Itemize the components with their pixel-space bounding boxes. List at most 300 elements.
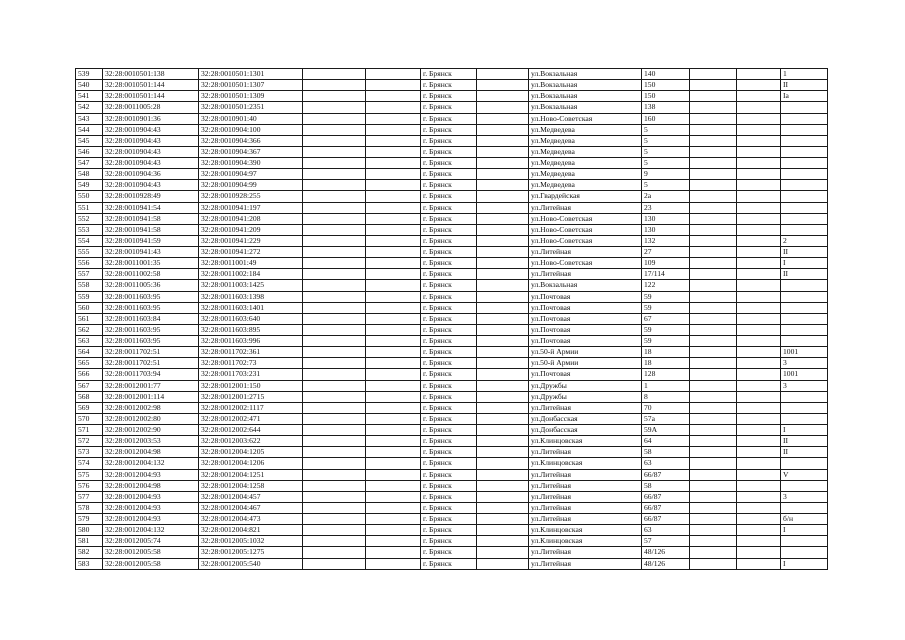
table-row [76, 146, 828, 157]
object-cadastral-number-cell: 32:28:0012003:622 [199, 436, 303, 447]
street-cell: ул.Медведева [529, 146, 642, 157]
house-number-cell: 17/114 [642, 269, 690, 280]
empty-column-4-cell [303, 514, 366, 525]
parcel-cadastral-number-cell: 32:28:0011005:28 [103, 102, 199, 113]
empty-column-4-cell [303, 213, 366, 224]
table-row [76, 313, 828, 324]
parcel-cadastral-number-cell: 32:28:0012002:98 [103, 402, 199, 413]
parcel-cadastral-number-cell: 32:28:0012004:93 [103, 502, 199, 513]
empty-column-7-cell [477, 436, 529, 447]
empty-column-4-cell [303, 191, 366, 202]
empty-column-11-cell [737, 258, 781, 269]
row-number-cell: 580 [76, 525, 103, 536]
empty-column-7-cell [477, 180, 529, 191]
city-cell: г. Брянск [421, 380, 477, 391]
premises-number-cell: II [781, 247, 828, 258]
street-cell: ул.Донбасская [529, 425, 642, 436]
empty-column-11-cell [737, 469, 781, 480]
empty-column-7-cell [477, 146, 529, 157]
city-cell: г. Брянск [421, 347, 477, 358]
row-number-cell: 564 [76, 347, 103, 358]
street-cell: ул.Литейная [529, 502, 642, 513]
empty-column-4-cell [303, 146, 366, 157]
empty-column-5-cell [366, 358, 421, 369]
empty-column-7-cell [477, 336, 529, 347]
row-number-cell: 550 [76, 191, 103, 202]
empty-column-11-cell [737, 502, 781, 513]
premises-number-cell [781, 547, 828, 558]
premises-number-cell [781, 213, 828, 224]
table-row [76, 491, 828, 502]
empty-column-7-cell [477, 113, 529, 124]
object-cadastral-number-cell: 32:28:0010941:229 [199, 235, 303, 246]
empty-column-4-cell [303, 169, 366, 180]
empty-column-7-cell [477, 558, 529, 569]
row-number-cell: 583 [76, 558, 103, 569]
row-number-cell: 569 [76, 402, 103, 413]
row-number-cell: 557 [76, 269, 103, 280]
street-cell: ул.Литейная [529, 480, 642, 491]
premises-number-cell [781, 191, 828, 202]
premises-number-cell [781, 102, 828, 113]
house-number-cell: 150 [642, 80, 690, 91]
empty-column-7-cell [477, 169, 529, 180]
table-row [76, 191, 828, 202]
empty-column-10-cell [690, 180, 737, 191]
street-cell: ул.Литейная [529, 447, 642, 458]
empty-column-10-cell [690, 458, 737, 469]
premises-number-cell [781, 202, 828, 213]
parcel-cadastral-number-cell: 32:28:0012001:77 [103, 380, 199, 391]
empty-column-5-cell [366, 169, 421, 180]
table-row [76, 135, 828, 146]
table-row [76, 402, 828, 413]
table-row [76, 202, 828, 213]
empty-column-7-cell [477, 258, 529, 269]
empty-column-5-cell [366, 213, 421, 224]
parcel-cadastral-number-cell: 32:28:0012002:90 [103, 425, 199, 436]
parcel-cadastral-number-cell: 32:28:0010941:54 [103, 202, 199, 213]
city-cell: г. Брянск [421, 358, 477, 369]
premises-number-cell: I [781, 425, 828, 436]
empty-column-4-cell [303, 536, 366, 547]
city-cell: г. Брянск [421, 336, 477, 347]
street-cell: ул.Дружбы [529, 391, 642, 402]
parcel-cadastral-number-cell: 32:28:0010928:49 [103, 191, 199, 202]
empty-column-7-cell [477, 135, 529, 146]
parcel-cadastral-number-cell: 32:28:0010904:43 [103, 146, 199, 157]
house-number-cell: 58 [642, 480, 690, 491]
premises-number-cell [781, 158, 828, 169]
empty-column-7-cell [477, 124, 529, 135]
empty-column-10-cell [690, 413, 737, 424]
empty-column-5-cell [366, 469, 421, 480]
empty-column-10-cell [690, 347, 737, 358]
premises-number-cell: I [781, 558, 828, 569]
street-cell: ул.Медведева [529, 158, 642, 169]
street-cell: ул.Вокзальная [529, 91, 642, 102]
empty-column-7-cell [477, 324, 529, 335]
empty-column-10-cell [690, 146, 737, 157]
row-number-cell: 582 [76, 547, 103, 558]
empty-column-7-cell [477, 302, 529, 313]
empty-column-7-cell [477, 280, 529, 291]
object-cadastral-number-cell: 32:28:0012004:1258 [199, 480, 303, 491]
object-cadastral-number-cell: 32:28:0012002:471 [199, 413, 303, 424]
premises-number-cell [781, 291, 828, 302]
city-cell: г. Брянск [421, 413, 477, 424]
city-cell: г. Брянск [421, 491, 477, 502]
empty-column-4-cell [303, 291, 366, 302]
premises-number-cell [781, 480, 828, 491]
table-row [76, 69, 828, 80]
city-cell: г. Брянск [421, 313, 477, 324]
street-cell: ул.Почтовая [529, 291, 642, 302]
object-cadastral-number-cell: 32:28:0010904:390 [199, 158, 303, 169]
row-number-cell: 572 [76, 436, 103, 447]
empty-column-10-cell [690, 113, 737, 124]
empty-column-5-cell [366, 135, 421, 146]
empty-column-7-cell [477, 91, 529, 102]
empty-column-5-cell [366, 102, 421, 113]
empty-column-5-cell [366, 224, 421, 235]
street-cell: ул.Литейная [529, 558, 642, 569]
parcel-cadastral-number-cell: 32:28:0012004:132 [103, 458, 199, 469]
empty-column-10-cell [690, 235, 737, 246]
object-cadastral-number-cell: 32:28:0011702:361 [199, 347, 303, 358]
row-number-cell: 556 [76, 258, 103, 269]
parcel-cadastral-number-cell: 32:28:0010904:36 [103, 169, 199, 180]
empty-column-4-cell [303, 313, 366, 324]
street-cell: ул.Почтовая [529, 324, 642, 335]
empty-column-5-cell [366, 547, 421, 558]
street-cell: ул.Литейная [529, 269, 642, 280]
row-number-cell: 563 [76, 336, 103, 347]
empty-column-5-cell [366, 447, 421, 458]
empty-column-11-cell [737, 102, 781, 113]
empty-column-11-cell [737, 491, 781, 502]
parcel-cadastral-number-cell: 32:28:0011002:58 [103, 269, 199, 280]
empty-column-4-cell [303, 558, 366, 569]
empty-column-7-cell [477, 213, 529, 224]
house-number-cell: 109 [642, 258, 690, 269]
empty-column-11-cell [737, 425, 781, 436]
house-number-cell: 48/126 [642, 558, 690, 569]
empty-column-11-cell [737, 558, 781, 569]
premises-number-cell: II [781, 447, 828, 458]
object-cadastral-number-cell: 32:28:0012004:1206 [199, 458, 303, 469]
empty-column-11-cell [737, 324, 781, 335]
empty-column-11-cell [737, 380, 781, 391]
empty-column-5-cell [366, 558, 421, 569]
empty-column-7-cell [477, 502, 529, 513]
house-number-cell: 128 [642, 369, 690, 380]
empty-column-4-cell [303, 247, 366, 258]
street-cell: ул.Вокзальная [529, 102, 642, 113]
street-cell: ул.Вокзальная [529, 280, 642, 291]
empty-column-7-cell [477, 102, 529, 113]
empty-column-10-cell [690, 324, 737, 335]
row-number-cell: 561 [76, 313, 103, 324]
empty-column-4-cell [303, 480, 366, 491]
empty-column-4-cell [303, 369, 366, 380]
row-number-cell: 575 [76, 469, 103, 480]
empty-column-11-cell [737, 124, 781, 135]
empty-column-10-cell [690, 158, 737, 169]
premises-number-cell [781, 502, 828, 513]
table-row [76, 302, 828, 313]
empty-column-11-cell [737, 247, 781, 258]
empty-column-11-cell [737, 302, 781, 313]
premises-number-cell [781, 402, 828, 413]
premises-number-cell: 3 [781, 380, 828, 391]
house-number-cell: 5 [642, 180, 690, 191]
empty-column-7-cell [477, 235, 529, 246]
empty-column-7-cell [477, 491, 529, 502]
empty-column-7-cell [477, 202, 529, 213]
empty-column-10-cell [690, 258, 737, 269]
empty-column-5-cell [366, 491, 421, 502]
empty-column-5-cell [366, 80, 421, 91]
street-cell: ул.Клинцовская [529, 458, 642, 469]
table-row [76, 358, 828, 369]
empty-column-7-cell [477, 224, 529, 235]
premises-number-cell: I [781, 258, 828, 269]
empty-column-7-cell [477, 158, 529, 169]
table-row [76, 291, 828, 302]
empty-column-10-cell [690, 436, 737, 447]
empty-column-10-cell [690, 202, 737, 213]
empty-column-10-cell [690, 302, 737, 313]
house-number-cell: 59 [642, 324, 690, 335]
premises-number-cell [781, 169, 828, 180]
empty-column-7-cell [477, 269, 529, 280]
city-cell: г. Брянск [421, 191, 477, 202]
empty-column-7-cell [477, 347, 529, 358]
empty-column-4-cell [303, 180, 366, 191]
premises-number-cell [781, 302, 828, 313]
city-cell: г. Брянск [421, 280, 477, 291]
premises-number-cell: 2 [781, 235, 828, 246]
empty-column-5-cell [366, 269, 421, 280]
parcel-cadastral-number-cell: 32:28:0012004:132 [103, 525, 199, 536]
parcel-cadastral-number-cell: 32:28:0010901:36 [103, 113, 199, 124]
object-cadastral-number-cell: 32:28:0010928:255 [199, 191, 303, 202]
row-number-cell: 581 [76, 536, 103, 547]
row-number-cell: 546 [76, 146, 103, 157]
city-cell: г. Брянск [421, 258, 477, 269]
row-number-cell: 568 [76, 391, 103, 402]
city-cell: г. Брянск [421, 158, 477, 169]
house-number-cell: 150 [642, 91, 690, 102]
empty-column-10-cell [690, 169, 737, 180]
empty-column-11-cell [737, 402, 781, 413]
empty-column-4-cell [303, 258, 366, 269]
object-cadastral-number-cell: 32:28:0010904:100 [199, 124, 303, 135]
empty-column-10-cell [690, 402, 737, 413]
table-row [76, 124, 828, 135]
street-cell: ул.Ново-Советская [529, 235, 642, 246]
street-cell: ул.50-й Армии [529, 358, 642, 369]
empty-column-10-cell [690, 536, 737, 547]
row-number-cell: 558 [76, 280, 103, 291]
empty-column-11-cell [737, 69, 781, 80]
empty-column-7-cell [477, 514, 529, 525]
empty-column-11-cell [737, 547, 781, 558]
city-cell: г. Брянск [421, 91, 477, 102]
city-cell: г. Брянск [421, 558, 477, 569]
parcel-cadastral-number-cell: 32:28:0011001:35 [103, 258, 199, 269]
house-number-cell: 64 [642, 436, 690, 447]
empty-column-4-cell [303, 102, 366, 113]
city-cell: г. Брянск [421, 202, 477, 213]
empty-column-7-cell [477, 425, 529, 436]
premises-number-cell [781, 135, 828, 146]
empty-column-11-cell [737, 413, 781, 424]
object-cadastral-number-cell: 32:28:0012005:1032 [199, 536, 303, 547]
property-register-table [75, 68, 828, 570]
empty-column-10-cell [690, 469, 737, 480]
parcel-cadastral-number-cell: 32:28:0012002:80 [103, 413, 199, 424]
empty-column-5-cell [366, 369, 421, 380]
empty-column-4-cell [303, 347, 366, 358]
premises-number-cell [781, 391, 828, 402]
empty-column-10-cell [690, 80, 737, 91]
parcel-cadastral-number-cell: 32:28:0012004:98 [103, 447, 199, 458]
empty-column-10-cell [690, 247, 737, 258]
city-cell: г. Брянск [421, 502, 477, 513]
parcel-cadastral-number-cell: 32:28:0010501:144 [103, 80, 199, 91]
object-cadastral-number-cell: 32:28:0012004:1251 [199, 469, 303, 480]
table-row [76, 425, 828, 436]
empty-column-11-cell [737, 169, 781, 180]
row-number-cell: 574 [76, 458, 103, 469]
empty-column-11-cell [737, 213, 781, 224]
empty-column-4-cell [303, 202, 366, 213]
empty-column-10-cell [690, 135, 737, 146]
city-cell: г. Брянск [421, 224, 477, 235]
street-cell: ул.Литейная [529, 402, 642, 413]
premises-number-cell: 1 [781, 69, 828, 80]
empty-column-11-cell [737, 146, 781, 157]
object-cadastral-number-cell: 32:28:0010904:99 [199, 180, 303, 191]
city-cell: г. Брянск [421, 514, 477, 525]
object-cadastral-number-cell: 32:28:0012001:150 [199, 380, 303, 391]
city-cell: г. Брянск [421, 324, 477, 335]
parcel-cadastral-number-cell: 32:28:0011702:51 [103, 358, 199, 369]
empty-column-4-cell [303, 425, 366, 436]
empty-column-11-cell [737, 447, 781, 458]
empty-column-7-cell [477, 402, 529, 413]
street-cell: ул.Почтовая [529, 313, 642, 324]
empty-column-4-cell [303, 224, 366, 235]
city-cell: г. Брянск [421, 124, 477, 135]
table-row [76, 458, 828, 469]
premises-number-cell [781, 146, 828, 157]
empty-column-11-cell [737, 269, 781, 280]
empty-column-5-cell [366, 146, 421, 157]
street-cell: ул.Литейная [529, 469, 642, 480]
object-cadastral-number-cell: 32:28:0011603:1401 [199, 302, 303, 313]
empty-column-10-cell [690, 191, 737, 202]
table-row [76, 258, 828, 269]
empty-column-7-cell [477, 391, 529, 402]
premises-number-cell: II [781, 436, 828, 447]
empty-column-5-cell [366, 380, 421, 391]
empty-column-5-cell [366, 91, 421, 102]
object-cadastral-number-cell: 32:28:0010941:272 [199, 247, 303, 258]
street-cell: ул.Гвардейская [529, 191, 642, 202]
house-number-cell: 66/87 [642, 491, 690, 502]
premises-number-cell [781, 536, 828, 547]
row-number-cell: 543 [76, 113, 103, 124]
house-number-cell: 63 [642, 525, 690, 536]
empty-column-11-cell [737, 525, 781, 536]
empty-column-5-cell [366, 525, 421, 536]
parcel-cadastral-number-cell: 32:28:0012005:58 [103, 558, 199, 569]
parcel-cadastral-number-cell: 32:28:0012003:53 [103, 436, 199, 447]
table-row [76, 558, 828, 569]
empty-column-5-cell [366, 69, 421, 80]
street-cell: ул.Вокзальная [529, 80, 642, 91]
house-number-cell: 2a [642, 191, 690, 202]
empty-column-4-cell [303, 135, 366, 146]
object-cadastral-number-cell: 32:28:0012004:821 [199, 525, 303, 536]
house-number-cell: 9 [642, 169, 690, 180]
empty-column-5-cell [366, 258, 421, 269]
empty-column-10-cell [690, 69, 737, 80]
empty-column-7-cell [477, 447, 529, 458]
object-cadastral-number-cell: 32:28:0012004:473 [199, 514, 303, 525]
empty-column-4-cell [303, 391, 366, 402]
table-row [76, 547, 828, 558]
street-cell: ул.Почтовая [529, 336, 642, 347]
table-row [76, 91, 828, 102]
street-cell: ул.Вокзальная [529, 69, 642, 80]
street-cell: ул.Клинцовская [529, 525, 642, 536]
house-number-cell: 5 [642, 158, 690, 169]
object-cadastral-number-cell: 32:28:0011002:184 [199, 269, 303, 280]
city-cell: г. Брянск [421, 169, 477, 180]
city-cell: г. Брянск [421, 536, 477, 547]
empty-column-7-cell [477, 547, 529, 558]
premises-number-cell [781, 280, 828, 291]
house-number-cell: 160 [642, 113, 690, 124]
table-row [76, 380, 828, 391]
parcel-cadastral-number-cell: 32:28:0012004:98 [103, 480, 199, 491]
row-number-cell: 548 [76, 169, 103, 180]
parcel-cadastral-number-cell: 32:28:0011703:94 [103, 369, 199, 380]
empty-column-4-cell [303, 158, 366, 169]
parcel-cadastral-number-cell: 32:28:0010941:59 [103, 235, 199, 246]
street-cell: ул.Почтовая [529, 302, 642, 313]
house-number-cell: 67 [642, 313, 690, 324]
house-number-cell: 59A [642, 425, 690, 436]
street-cell: ул.Литейная [529, 514, 642, 525]
empty-column-5-cell [366, 502, 421, 513]
street-cell: ул.Почтовая [529, 369, 642, 380]
city-cell: г. Брянск [421, 302, 477, 313]
row-number-cell: 539 [76, 69, 103, 80]
empty-column-11-cell [737, 436, 781, 447]
empty-column-11-cell [737, 202, 781, 213]
row-number-cell: 579 [76, 514, 103, 525]
street-cell: ул.Клинцовская [529, 436, 642, 447]
empty-column-4-cell [303, 436, 366, 447]
empty-column-10-cell [690, 291, 737, 302]
row-number-cell: 562 [76, 324, 103, 335]
street-cell: ул.Медведева [529, 180, 642, 191]
